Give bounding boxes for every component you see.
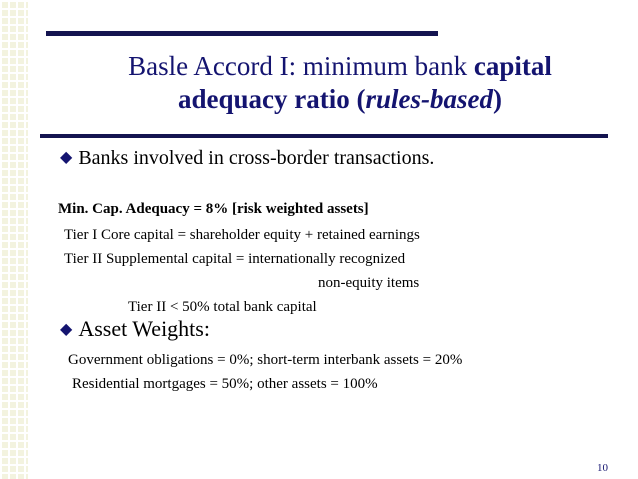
tier1-line: Tier I Core capital = shareholder equity + retained earnings [64,227,420,243]
bullet-text: Banks involved in cross-border transactions. [78,147,435,169]
title-line2-bold: adequacy ratio ( [178,84,366,114]
tier2-line: Tier II Supplemental capital = internationally recognized [64,251,406,267]
title-top-rule [46,31,438,36]
diamond-bullet-icon: ◆ [60,149,73,166]
weights-line-2: Residential mortgages = 50%; other assets = 100% [72,376,378,392]
title-line2-bold-italic: rules-based [365,84,493,114]
decorative-grid-strip [0,0,28,479]
slide-title [60,50,620,116]
min-cap-line: Min. Cap. Adequacy = 8% [risk weighted assets] [58,201,369,217]
bullet-item-asset-weights [60,316,210,342]
bullet-text: Asset Weights: [78,316,210,341]
page-number: 10 [597,462,608,474]
title-bottom-rule [40,134,608,138]
tier2-continuation-line: non-equity items [318,275,420,291]
bullet-item-cross-border [60,147,434,170]
weights-line-1: Government obligations = 0%; short-term interbank assets = 20% [68,352,463,368]
diamond-bullet-icon: ◆ [60,321,73,338]
tier2-limit-line: Tier II < 50% total bank capital [128,299,317,315]
title-line1-prefix: Basle Accord I: minimum bank [128,51,474,81]
title-line2-bold-end: ) [492,84,502,114]
title-line1-bold: capital [473,51,552,81]
